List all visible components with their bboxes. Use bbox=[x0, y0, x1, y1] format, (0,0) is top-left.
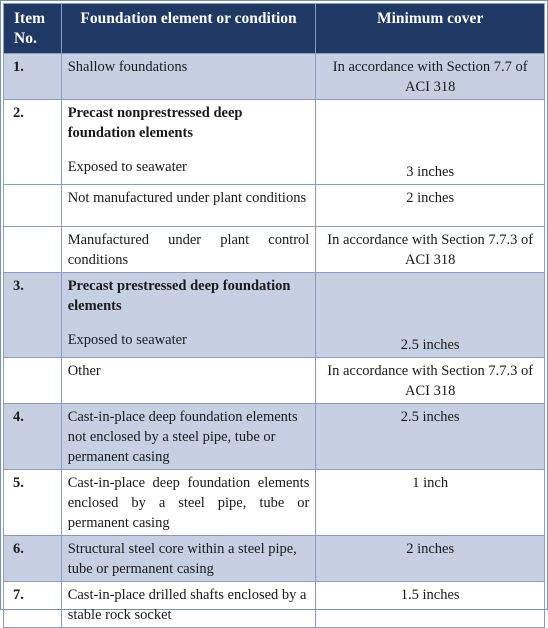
minimum-cover-cell bbox=[316, 100, 545, 185]
item-number bbox=[4, 185, 62, 227]
header-row bbox=[4, 4, 545, 54]
item-number bbox=[4, 227, 62, 273]
item-number bbox=[4, 358, 62, 404]
table-row bbox=[4, 273, 545, 358]
minimum-cover: 1.5 inches bbox=[316, 582, 545, 628]
table-row bbox=[4, 404, 545, 470]
foundation-element: Manufactured under plant control conditions bbox=[61, 227, 316, 273]
item-number: 2. bbox=[4, 100, 62, 185]
item-number: 5. bbox=[4, 470, 62, 536]
foundation-element: Exposed to seawater bbox=[67, 332, 187, 348]
table-row bbox=[4, 358, 545, 404]
foundation-element-cell bbox=[61, 273, 316, 358]
minimum-cover-cell bbox=[316, 273, 545, 358]
table-row bbox=[4, 582, 545, 628]
minimum-cover: In accordance with Section 7.7.3 of ACI 318 bbox=[316, 227, 545, 273]
item-number: 1. bbox=[4, 54, 62, 100]
table-row bbox=[4, 227, 545, 273]
foundation-element: Structural steel core within a steel pipe, tube or permanent casing bbox=[61, 536, 316, 582]
minimum-cover: 2 inches bbox=[316, 536, 545, 582]
item-number: 7. bbox=[4, 582, 62, 628]
foundation-element: Other bbox=[61, 358, 316, 404]
header-foundation-element: Foundation element or condition bbox=[61, 4, 316, 54]
table-row bbox=[4, 536, 545, 582]
minimum-cover: 2.5 inches bbox=[400, 337, 460, 353]
table-row bbox=[4, 100, 545, 185]
table-row bbox=[4, 54, 545, 100]
element-heading: Precast prestressed deep foundation elements bbox=[67, 278, 291, 314]
item-number: 3. bbox=[4, 273, 62, 358]
foundation-element: Shallow foundations bbox=[61, 54, 316, 100]
header-item-no: Item No. bbox=[4, 4, 62, 54]
minimum-cover: 1 inch bbox=[316, 470, 545, 536]
minimum-cover: 2.5 inches bbox=[316, 404, 545, 470]
minimum-cover: 2 inches bbox=[316, 185, 545, 227]
header-minimum-cover: Minimum cover bbox=[316, 4, 545, 54]
item-number: 4. bbox=[4, 404, 62, 470]
foundation-element: Exposed to seawater bbox=[67, 159, 187, 175]
minimum-cover: In accordance with Section 7.7.3 of ACI 318 bbox=[316, 358, 545, 404]
table-row bbox=[4, 470, 545, 536]
foundation-element: Cast-in-place deep foundation elements not enclosed by a steel pipe, tube or permanent casing bbox=[61, 404, 316, 470]
item-number: 6. bbox=[4, 536, 62, 582]
minimum-cover: In accordance with Section 7.7 of ACI 318 bbox=[316, 54, 545, 100]
minimum-cover-table bbox=[3, 3, 545, 628]
table-row bbox=[4, 185, 545, 227]
foundation-element: Not manufactured under plant conditions bbox=[61, 185, 316, 227]
minimum-cover: 3 inches bbox=[406, 164, 455, 180]
foundation-element-cell bbox=[61, 100, 316, 185]
element-heading: Precast nonprestressed deep foundation elements bbox=[67, 105, 243, 141]
foundation-element: Cast-in-place deep foundation elements enclosed by a steel pipe, tube or permanent casing bbox=[61, 470, 316, 536]
foundation-element: Cast-in-place drilled shafts enclosed by a stable rock socket bbox=[61, 582, 316, 628]
